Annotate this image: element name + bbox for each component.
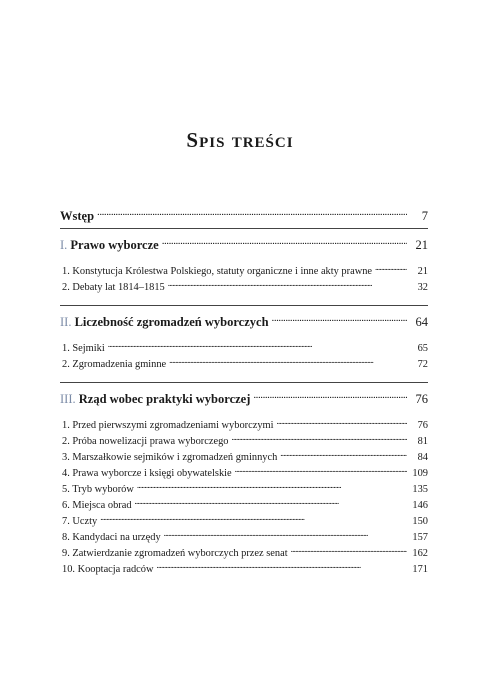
- toc-entry-label: 10. Kooptacja radców: [62, 564, 154, 576]
- toc-entry-page: 76: [415, 391, 428, 406]
- section-title: Rząd wobec praktyki wyborczej: [78, 391, 251, 406]
- section-number: I.: [60, 237, 68, 252]
- toc-entry-label: 1. Przed pierwszymi zgromadzeniami wyborczymi: [62, 420, 274, 432]
- toc-entry-page: 162: [412, 548, 428, 560]
- dot-leader: [97, 207, 407, 220]
- toc-entry-page: 150: [412, 516, 428, 528]
- dot-leader: [235, 466, 407, 476]
- toc-entry-label: 7. Uczty: [62, 516, 98, 528]
- toc-entry-page: 21: [417, 266, 428, 278]
- dot-leader: [375, 264, 407, 274]
- dot-leader: [156, 562, 407, 572]
- dot-leader: [253, 390, 407, 403]
- toc-subentry[interactable]: [60, 562, 428, 575]
- dot-leader: [162, 236, 407, 249]
- toc-entry-page: 135: [412, 484, 428, 496]
- toc-section-3[interactable]: [60, 390, 428, 407]
- toc-subentry[interactable]: [60, 418, 428, 431]
- dot-leader: [100, 514, 407, 524]
- toc-section-2[interactable]: [60, 313, 428, 330]
- toc-subentry[interactable]: [60, 264, 428, 277]
- toc-subentry[interactable]: [60, 280, 428, 293]
- dot-leader: [135, 498, 407, 508]
- toc-entry-label: 6. Miejsca obrad: [62, 500, 132, 512]
- toc-subentry[interactable]: [60, 466, 428, 479]
- toc-entry-label: 5. Tryb wyborów: [62, 484, 134, 496]
- section-number: II.: [60, 314, 72, 329]
- divider: [60, 382, 428, 383]
- dot-leader: [164, 530, 407, 540]
- toc-entry-label: 4. Prawa wyborcze i księgi obywatelskie: [62, 468, 232, 480]
- dot-leader: [108, 341, 407, 351]
- toc-entry-page: 64: [415, 314, 428, 329]
- toc-entry-page: 146: [412, 500, 428, 512]
- toc-entry-page: 81: [417, 436, 428, 448]
- toc-subentry[interactable]: [60, 546, 428, 559]
- toc-subentry[interactable]: [60, 357, 428, 370]
- section-title: Prawo wyborcze: [70, 237, 159, 252]
- toc-entry-page: 21: [415, 237, 428, 252]
- toc-entry-intro[interactable]: [60, 207, 428, 224]
- toc-entry-page: 7: [421, 208, 428, 223]
- dot-leader: [280, 450, 407, 460]
- toc-subentry[interactable]: [60, 341, 428, 354]
- toc-entry-page: 84: [417, 452, 428, 464]
- toc-entry-label: 2. Debaty lat 1814–1815: [62, 282, 165, 294]
- dot-leader: [168, 280, 407, 290]
- dot-leader: [277, 418, 408, 428]
- section-number: III.: [60, 391, 76, 406]
- dot-leader: [272, 313, 407, 326]
- toc-subentry[interactable]: [60, 450, 428, 463]
- toc-entry-page: 65: [417, 343, 428, 355]
- toc-section-1[interactable]: [60, 236, 428, 253]
- divider: [60, 305, 428, 306]
- dot-leader: [169, 357, 407, 367]
- toc-entry-page: 72: [417, 359, 428, 371]
- toc-entry-label: 2. Zgromadzenia gminne: [62, 359, 167, 371]
- toc-entry-label: 3. Marszałkowie sejmików i zgromadzeń gminnych: [62, 452, 278, 464]
- toc-entry-label: 9. Zatwierdzanie zgromadzeń wyborczych przez senat: [62, 548, 288, 560]
- toc-entry-page: 157: [412, 532, 428, 544]
- toc-entry-label: 8. Kandydaci na urzędy: [62, 532, 161, 544]
- toc-subentry[interactable]: [60, 434, 428, 447]
- toc-entry-page: 171: [412, 564, 428, 576]
- section-title: Liczebność zgromadzeń wyborczych: [74, 314, 269, 329]
- toc-subentry[interactable]: [60, 514, 428, 527]
- toc-subentry[interactable]: [60, 482, 428, 495]
- dot-leader: [231, 434, 407, 444]
- toc-entry-page: 109: [412, 468, 428, 480]
- toc-entry-label: 2. Próba nowelizacji prawa wyborczego: [62, 436, 229, 448]
- page-title: Spis treści: [186, 128, 294, 152]
- divider: [60, 228, 428, 229]
- toc-subentry[interactable]: [60, 530, 428, 543]
- toc-entry-page: 32: [417, 282, 428, 294]
- toc-entry-page: 76: [417, 420, 428, 432]
- dot-leader: [137, 482, 407, 492]
- toc-entry-label: 1. Sejmiki: [62, 343, 105, 355]
- toc-entry-label: Wstęp: [60, 208, 95, 223]
- toc-entry-label: 1. Konstytucja Królestwa Polskiego, statuty organiczne i inne akty prawne: [62, 266, 373, 278]
- toc-subentry[interactable]: [60, 498, 428, 511]
- dot-leader: [291, 546, 407, 556]
